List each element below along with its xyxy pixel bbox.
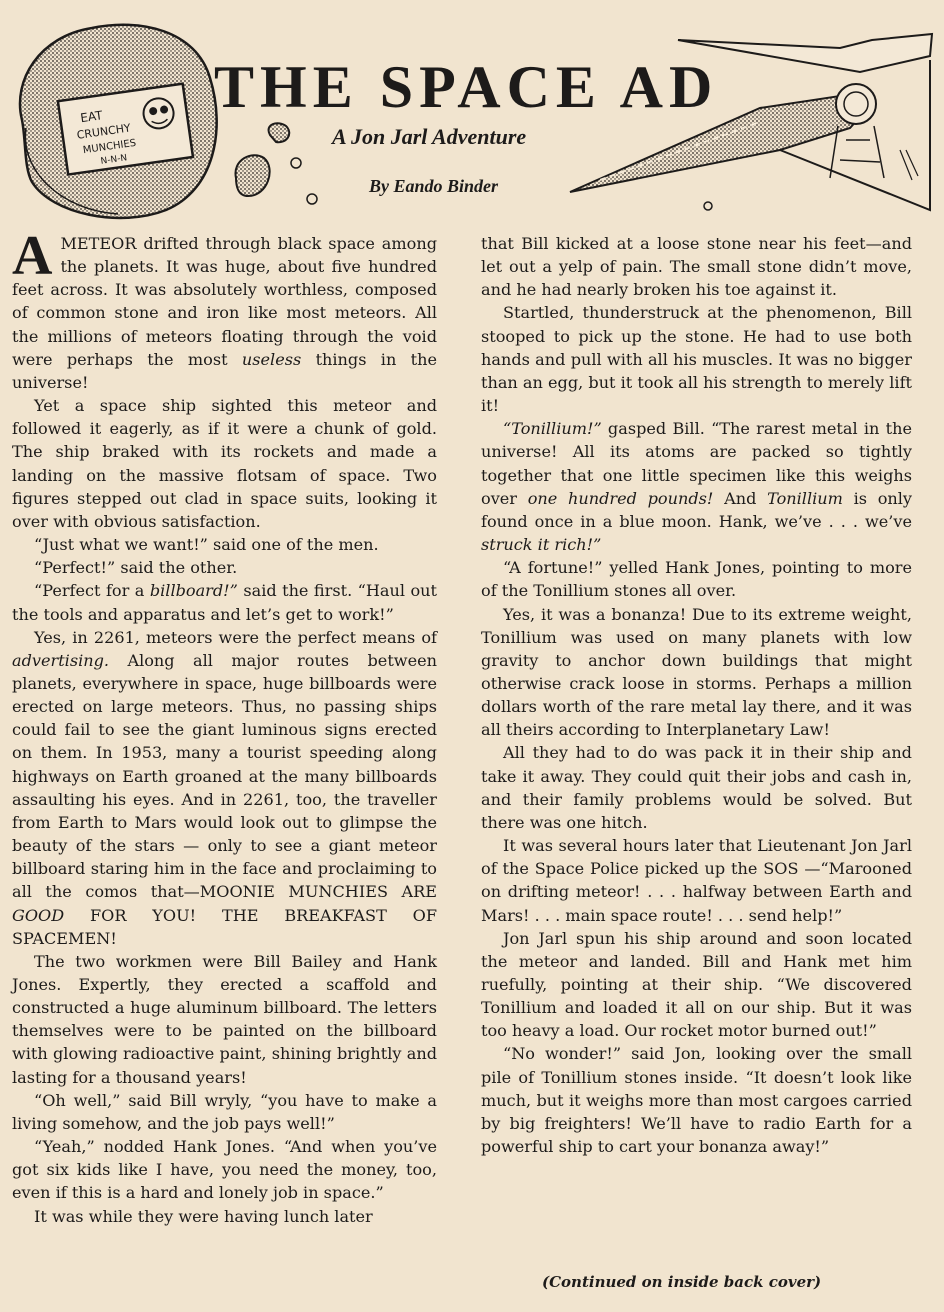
story-paragraph: “Perfect!” said the other. — [34, 558, 238, 578]
story-column-right — [481, 232, 912, 1158]
story-paragraph: Startled, thunderstruck at the phenomenon, Bill stooped to pick up the stone. He had to use both hands and pull with all his muscles. It was no bigger than an egg, but it took all his strength to merely lift it! — [481, 303, 912, 416]
meteor-billboard-illustration — [20, 25, 217, 218]
svg-text:MUNCHIES: MUNCHIES — [82, 137, 137, 157]
story-paragraph: “No wonder!” said Jon, looking over the small pile of Tonillium stones inside. “It doesn’t look like much, but it weighs more than most cargoes carried by big freighters! We’ll have to radio Earth for a powerful ship to cart your bonanza away!” — [481, 1044, 912, 1157]
story-paragraph: It was while they were having lunch later — [34, 1206, 373, 1226]
story-column-left — [12, 225, 438, 1228]
svg-text:N-N-N: N-N-N — [100, 153, 128, 167]
story-paragraph: Yes, in 2261, meteors were the perfect means of advertising. Along all major routes between planets, everywhere in space, huge billboards were erected on large meteors. Thus, no passing ships could fail to see the giant luminous signs erected on them. In 1953, many a tourist speeding along highways on Earth groaned at the many billboards assaulting his eyes. And in 2261, too, the traveller from Earth to Mars would look out to glimpse the beauty of the stars — only to see a giant meteor billboard staring him in the face and proclaiming to all the comos that—MOONIE MUNCHIES ARE GOOD FOR YOU! THE BREAKFAST OF SPACEMEN! — [12, 627, 437, 948]
continued-note: (Continued on inside back cover) — [542, 1273, 822, 1291]
story-title: THE SPACE AD — [214, 54, 719, 120]
story-header — [0, 0, 944, 228]
story-paragraph: “A fortune!” yelled Hank Jones, pointing to more of the Tonillium stones all over. — [481, 558, 912, 601]
story-paragraph: “Just what we want!” said one of the men. — [34, 535, 379, 555]
drop-cap: A — [12, 225, 53, 287]
story-paragraph: Yes, it was a bonanza! Due to its extreme weight, Tonillium was used on many planets with low gravity to anchor down buildings that might otherwise crack loose in storms. Perhaps a million dollars worth of the rare metal lay there, and it was all theirs according to Interplanetary Law! — [481, 604, 912, 740]
story-paragraph: Jon Jarl spun his ship around and soon located the meteor and landed. Bill and Hank met him ruefully, pointing at their ship. “We discovered Tonillium and loaded it all on our ship. But it was too heavy a load. Our rocket motor burned out!” — [481, 928, 912, 1041]
svg-text:EAT: EAT — [79, 108, 104, 126]
story-paragraph: It was several hours later that Lieutenant Jon Jarl of the Space Police picked up the SOS —“Marooned on drifting meteor! . . . halfway between Earth and Mars! . . . main space route! . . . send help!” — [481, 836, 912, 925]
story-paragraph: “Yeah,” nodded Hank Jones. “And when you’ve got six kids like I have, you need the money, too, even if this is a hard and lonely job in space.” — [12, 1137, 437, 1203]
story-paragraph: All they had to do was pack it in their ship and take it away. They could quit their jobs and cash in, and their family problems would be solved. But there was one hitch. — [481, 743, 912, 832]
story-byline: By Eando Binder — [369, 176, 499, 196]
story-subtitle: A Jon Jarl Adventure — [332, 124, 527, 149]
story-paragraph: “Perfect for a billboard!” said the first. “Haul out the tools and apparatus and let’s get to work!” — [12, 581, 438, 624]
story-paragraph: The two workmen were Bill Bailey and Hank Jones. Expertly, they erected a scaffold and constructed a huge aluminum billboard. The letters themselves were to be painted on the billboard with glowing radioactive paint, shining brightly and lasting for a thousand years! — [12, 951, 437, 1087]
story-paragraph: Yet a space ship sighted this meteor and followed it eagerly, as if it were a chunk of gold. The ship braked with its rockets and made a landing on the massive flotsam of space. Two figures stepped out clad in space suits, looking it over with obvious satisfaction. — [12, 396, 437, 531]
story-paragraph: “Oh well,” said Bill wryly, “you have to make a living somehow, and the job pays well!” — [12, 1090, 437, 1133]
svg-text:CRUNCHY: CRUNCHY — [75, 121, 132, 142]
story-paragraph: AMETEOR drifted through black space among the planets. It was huge, about five hundred feet across. It was absolutely worthless, composed of common stone and iron like most meteors. All the millions of meteors floating through the void were perhaps the most useless things in the universe! — [12, 225, 438, 392]
story-paragraph: “Tonillium!” gasped Bill. “The rarest metal in the universe! All its atoms are packed so tightly together that one little specimen like this weighs over one hundred pounds! And Tonillium is only found once in a blue moon. Hank, we’ve . . . we’ve struck it rich!” — [481, 419, 912, 555]
story-paragraph: that Bill kicked at a loose stone near his feet—and let out a yelp of pain. The small stone didn’t move, and he had nearly broken his toe against it. — [481, 234, 912, 300]
